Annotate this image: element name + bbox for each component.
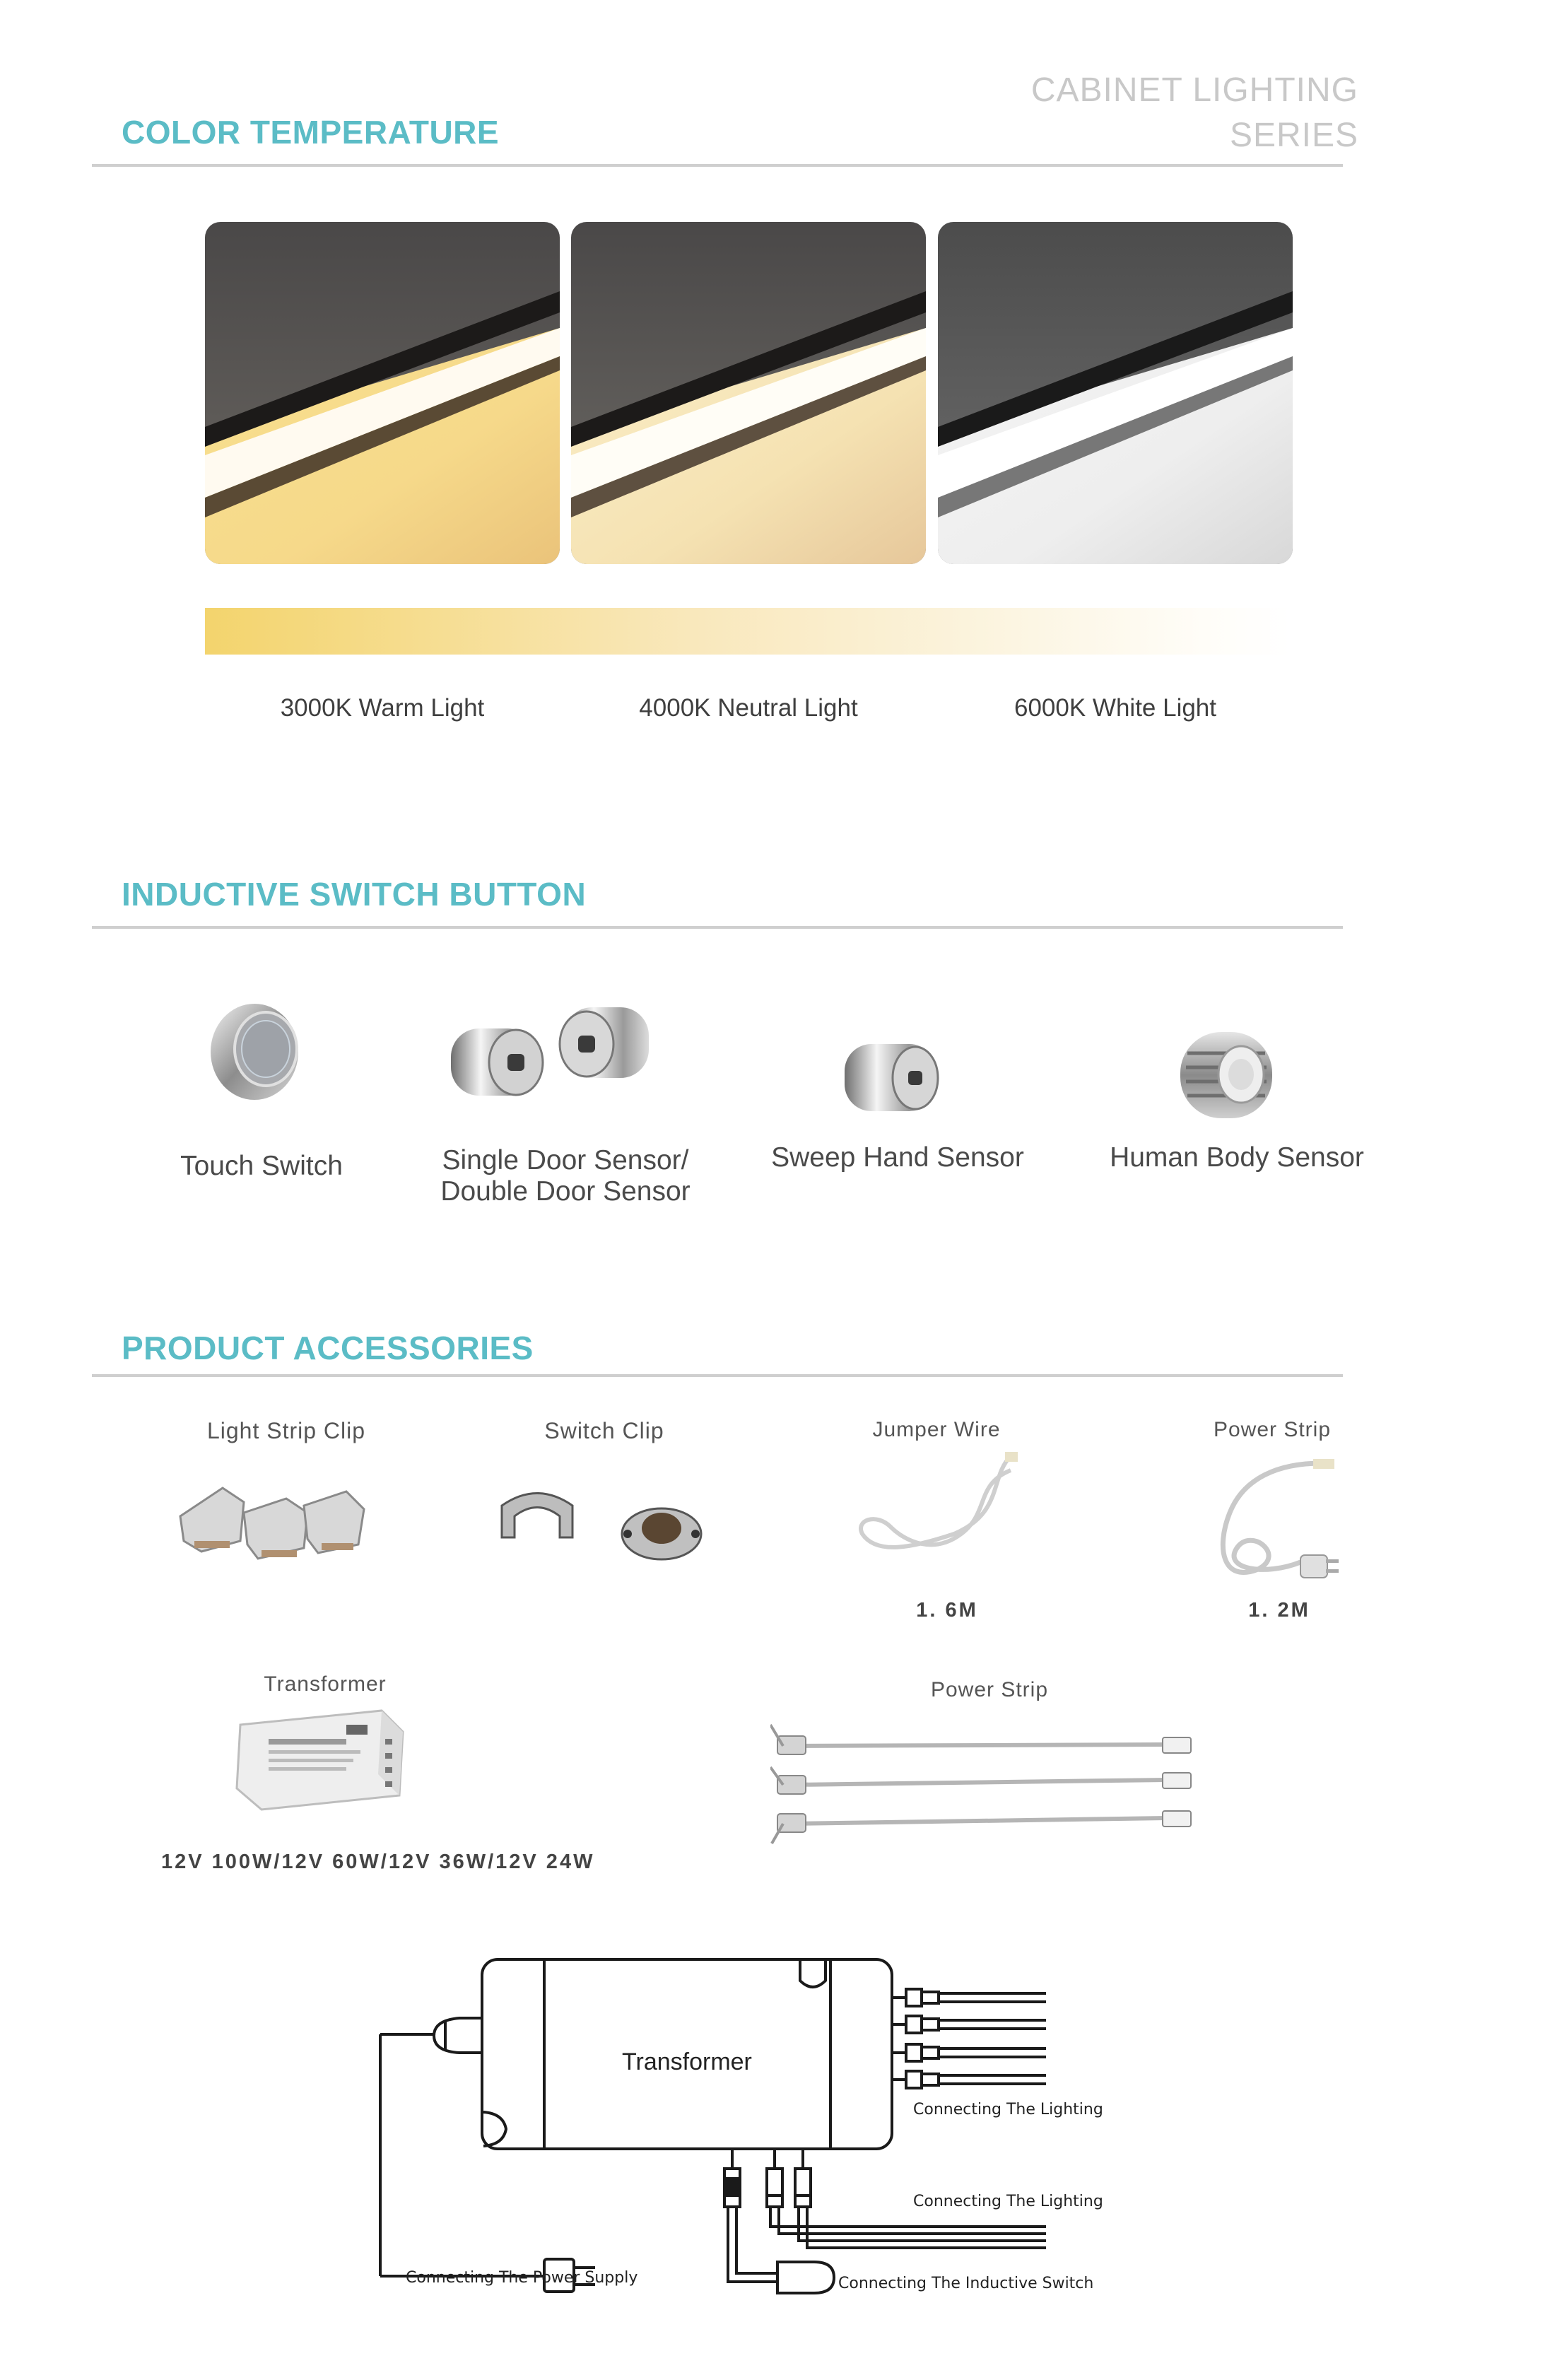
swatch-neutral-light <box>571 222 926 564</box>
neutral-light-illustration <box>571 222 926 564</box>
warm-light-illustration <box>205 222 560 564</box>
diagram-connecting-lighting-2: Connecting The Lighting <box>913 2193 1103 2210</box>
label-power-strip-cables: Power Strip <box>930 1678 1049 1701</box>
diagram-transformer-label: Transformer <box>622 2048 752 2075</box>
label-switch-clip: Switch Clip <box>544 1418 664 1443</box>
color-temperature-title: COLOR TEMPERATURE <box>122 114 500 151</box>
swatch-white-light <box>938 222 1293 564</box>
label-transformer: Transformer <box>264 1672 387 1696</box>
light-strip-clip-icon <box>173 1474 371 1566</box>
power-strip-cables-icon <box>770 1711 1209 1852</box>
diagram-connecting-power-supply: Connecting The Power Supply <box>406 2269 638 2287</box>
touch-switch-icon <box>205 997 311 1110</box>
caption-door-sensor-line-2: Double Door Sensor <box>440 1176 691 1207</box>
series-line-1: CABINET LIGHTING <box>1030 71 1358 109</box>
series-label <box>1031 68 1358 158</box>
diagram-connecting-lighting-1: Connecting The Lighting <box>913 2101 1103 2118</box>
jumper-wire-icon <box>848 1449 1032 1576</box>
white-light-illustration <box>938 222 1293 564</box>
product-accessories-title: PRODUCT ACCESSORIES <box>122 1330 534 1366</box>
label-jumper-wire: Jumper Wire <box>872 1418 1001 1441</box>
jumper-wire-length: 1. 6M <box>916 1599 978 1622</box>
section-divider <box>92 164 1343 167</box>
transformer-spec: 12V 100W/12V 60W/12V 36W/12V 24W <box>161 1851 595 1873</box>
switch-clip-icon <box>495 1484 707 1569</box>
caption-human-body-sensor: Human Body Sensor <box>1110 1142 1364 1173</box>
diagram-connecting-inductive-switch: Connecting The Inductive Switch <box>838 2275 1094 2292</box>
label-light-strip-clip: Light Strip Clip <box>206 1418 366 1443</box>
power-strip-plug-length: 1. 2M <box>1248 1599 1310 1622</box>
door-sensor-icon <box>445 1000 671 1113</box>
human-body-sensor-icon <box>1173 1025 1279 1124</box>
wiring-diagram <box>368 1944 1145 2311</box>
section-divider <box>92 926 1343 929</box>
caption-door-sensor <box>396 1145 735 1207</box>
caption-door-sensor-line-1: Single Door Sensor/ <box>442 1145 689 1176</box>
power-strip-plug-icon <box>1194 1449 1343 1590</box>
caption-warm-light: 3000K Warm Light <box>280 694 485 722</box>
caption-white-light: 6000K White Light <box>1014 694 1216 722</box>
series-line-2: SERIES <box>1229 117 1358 154</box>
section-divider <box>92 1374 1343 1377</box>
label-power-strip-plug: Power Strip <box>1213 1418 1332 1441</box>
transformer-product-icon <box>226 1704 410 1817</box>
sweep-hand-sensor-icon <box>838 1036 951 1120</box>
color-temperature-gradient-bar <box>205 608 1291 655</box>
caption-sweep-hand-sensor: Sweep Hand Sensor <box>771 1142 1024 1173</box>
caption-touch-switch: Touch Switch <box>180 1151 343 1181</box>
inductive-switch-title: INDUCTIVE SWITCH BUTTON <box>122 876 587 913</box>
swatch-warm-light <box>205 222 560 564</box>
caption-neutral-light: 4000K Neutral Light <box>639 694 858 722</box>
